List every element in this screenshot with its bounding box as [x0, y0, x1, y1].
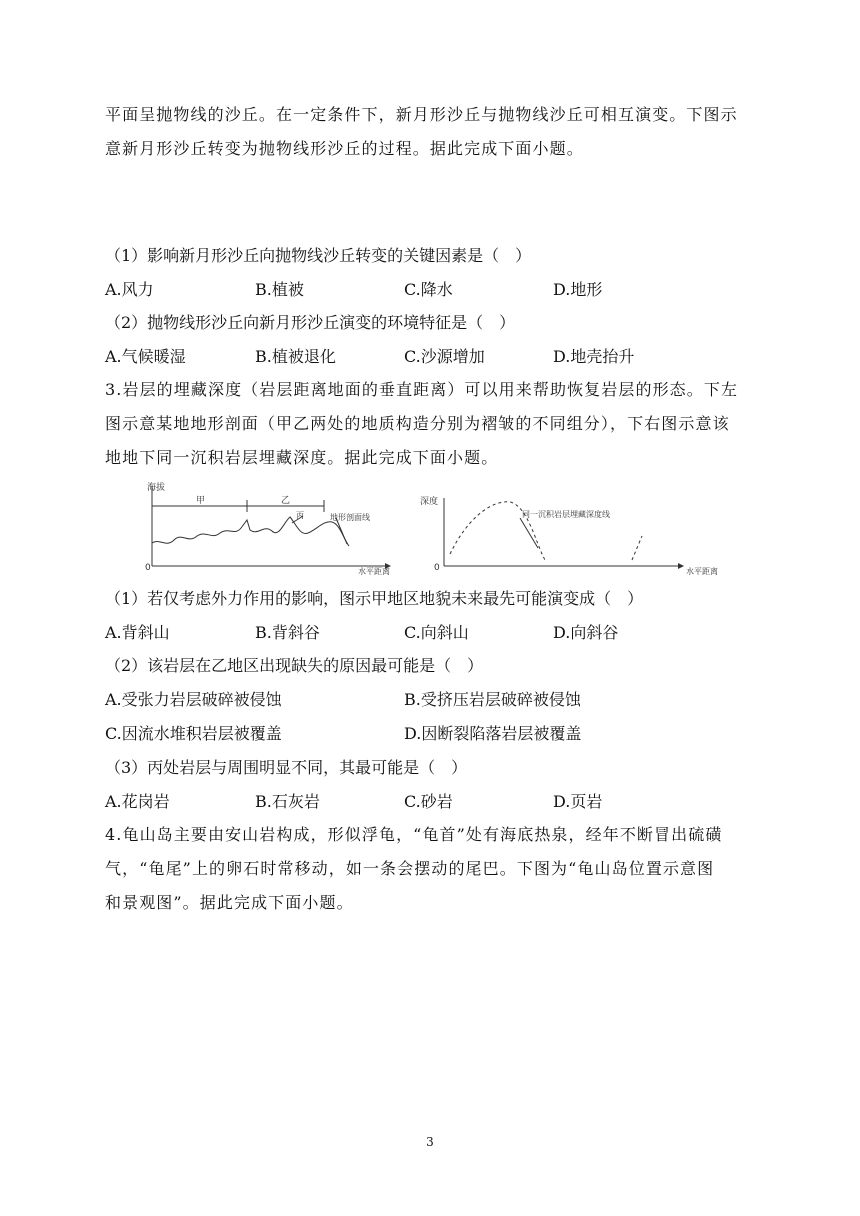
intro-line-1: 平面呈抛物线的沙丘。在一定条件下，新月形沙丘与抛物线沙丘可相互演变。下图示	[105, 105, 738, 124]
q3-sub2-option-b: B.受挤压岩层破碎被侵蚀	[404, 690, 581, 709]
left-x-axis-label: 水平距离	[358, 567, 390, 575]
q3-sub2-options-row-2	[105, 723, 755, 745]
q2-sub2-option-b: B.植被退化	[255, 347, 336, 366]
left-origin-label: 0	[145, 563, 151, 573]
q3-sub3-option-b: B.石灰岩	[255, 792, 320, 811]
q3-stem-line-1: 3.岩层的埋藏深度（岩层距离地面的垂直距离）可以用来帮助恢复岩层的形态。下左	[105, 380, 739, 399]
right-y-axis-label: 深度	[420, 497, 439, 507]
q3-stem-line-2: 图示意某地地形剖面（甲乙两处的地质构造分别为褶皱的不同组分），下右图示意该	[105, 414, 730, 433]
q3-sub1-option-a: A.背斜山	[105, 623, 170, 642]
q4-stem	[105, 818, 755, 920]
q3-stem	[105, 373, 755, 475]
q3-sub2-option-d: D.因断裂陷落岩层被覆盖	[404, 724, 582, 743]
q3-sub3-option-c: C.砂岩	[404, 792, 453, 811]
intro-paragraph	[105, 98, 755, 166]
depth-curve-label: 同一沉积岩层埋藏深度线	[522, 510, 610, 519]
q2-sub1-stem: （1）影响新月形沙丘向抛物线沙丘转变的关键因素是（ ）	[105, 246, 532, 265]
burial-depth-figure	[410, 488, 730, 576]
label-jia: 甲	[196, 496, 206, 506]
q2-sub1-option-d: D.地形	[553, 280, 603, 299]
q2-sub1-option-b: B.植被	[255, 280, 304, 299]
label-bing: 丙	[296, 511, 304, 520]
right-x-axis-label: 水平距离	[686, 567, 718, 576]
q2-sub2-option-c: C.沙源增加	[404, 347, 485, 366]
q3-stem-line-3: 地地下同一沉积岩层埋藏深度。据此完成下面小题。	[105, 448, 499, 467]
left-y-axis-label: 海拔	[147, 483, 166, 493]
q3-sub1-option-b: B.背斜谷	[255, 623, 320, 642]
q3-sub3-options	[105, 791, 755, 813]
right-x-axis-arrow	[678, 563, 684, 569]
intro-line-2: 意新月形沙丘转变为抛物线形沙丘的过程。据此完成下面小题。	[105, 139, 584, 158]
q3-sub2-option-a: A.受张力岩层破碎被侵蚀	[105, 690, 282, 709]
right-origin-label: 0	[434, 563, 440, 573]
q2-sub1-option-a: A.风力	[105, 280, 154, 299]
label-yi: 乙	[281, 496, 291, 506]
q4-stem-line-1: 4.龟山岛主要由安山岩构成，形似浮龟，“龟首”处有海底热泉，经年不断冒出硫磺	[105, 825, 723, 844]
q2-sub2-options	[105, 346, 755, 368]
q3-sub1-stem: （1）若仅考虑外力作用的影响，图示甲地区地貌未来最先可能演变成（ ）	[105, 589, 644, 608]
q2-sub2-option-a: A.气候暖湿	[105, 347, 186, 366]
q3-sub1-options	[105, 622, 755, 644]
q2-sub2-option-d: D.地壳抬升	[553, 347, 635, 366]
profile-line-label: 地形剖面线	[330, 513, 370, 522]
q3-sub2-options-row-1	[105, 689, 755, 711]
q3-sub1-option-d: D.向斜谷	[553, 623, 619, 642]
q2-sub1-option-c: C.降水	[404, 280, 453, 299]
q2-sub2-stem: （2）抛物线形沙丘向新月形沙丘演变的环境特征是（ ）	[105, 313, 516, 332]
q3-sub1-option-c: C.向斜山	[404, 623, 469, 642]
q3-sub2-option-c: C.因流水堆积岩层被覆盖	[105, 724, 282, 743]
q3-sub2-stem: （2）该岩层在乙地区出现缺失的原因最可能是（ ）	[105, 656, 484, 675]
q4-stem-line-3: 和景观图”。据此完成下面小题。	[105, 893, 354, 912]
q4-stem-line-2: 气，“龟尾”上的卵石时常移动，如一条会摆动的尾巴。下图为“龟山岛位置示意图	[105, 859, 715, 878]
terrain-profile-line	[152, 517, 349, 546]
q3-sub3-stem: （3）丙处岩层与周围明显不同，其最可能是（ ）	[105, 758, 468, 777]
terrain-profile-figure	[140, 480, 400, 575]
q2-sub1-options	[105, 279, 755, 301]
q3-sub3-option-d: D.页岩	[553, 792, 603, 811]
q3-sub3-option-a: A.花岗岩	[105, 792, 170, 811]
page-number: 3	[426, 1135, 434, 1149]
depth-curve-right	[632, 536, 642, 560]
